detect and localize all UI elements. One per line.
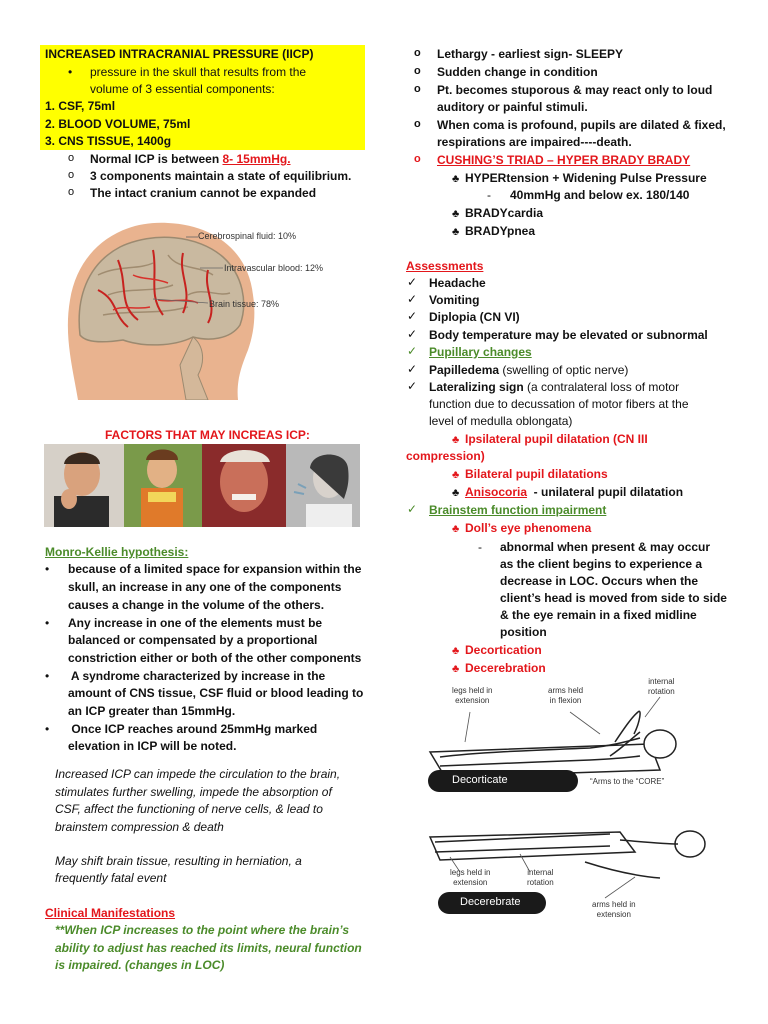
lateralizing-line-3: level of medulla oblongata) — [429, 414, 573, 428]
hypertension-text: HYPERtension + Widening Pulse Pressure — [465, 171, 707, 185]
decortication-text: Decortication — [465, 643, 542, 657]
clinical-line-3: is impaired. (changes in LOC) — [55, 958, 225, 972]
club-icon: ♣ — [452, 487, 460, 499]
italic-2-line-2: frequently fatal event — [55, 871, 167, 885]
label-arms-extension — [592, 900, 636, 920]
decerebrate-label: Decerebrate — [460, 896, 521, 908]
internal-rotation-2b: rotation — [527, 878, 554, 887]
check-icon: ✓ — [407, 275, 418, 289]
club-icon: ♣ — [452, 469, 460, 481]
italic-1-line-1: Increased ICP can impede the circulation to the brain, — [55, 767, 341, 781]
legs-ext-1b: extension — [455, 696, 490, 705]
papilledema-line — [429, 362, 628, 379]
lateralizing-line-1 — [429, 379, 679, 396]
lateralizing-desc: (a contralateral loss of motor — [523, 380, 680, 394]
monro-bullet-4-icon: • — [45, 722, 50, 736]
monro-3-line-1: A syndrome characterized by increase in the — [68, 669, 326, 683]
circle-bullet-icon: o — [68, 169, 75, 181]
label-legs-extension-2 — [450, 868, 490, 888]
club-icon: ♣ — [452, 173, 460, 185]
pupillary-changes: Pupillary changes — [429, 345, 532, 359]
monro-3-line-3: an ICP greater than 15mmHg. — [68, 704, 236, 718]
anisocoria-term: Anisocoria — [465, 485, 528, 499]
monro-1-line-3: causes a change in the volume of the others. — [68, 598, 325, 612]
factors-photo-strip — [44, 444, 360, 527]
assess-headache: Headache — [429, 276, 486, 290]
stuporous-line-2: auditory or painful stimuli. — [437, 100, 588, 114]
arms-flex-a: arms held — [548, 686, 584, 695]
circle-bullet-icon: o — [68, 152, 75, 164]
circle-bullet-icon: o — [414, 153, 421, 165]
page-title: INCREASED INTRACRANIAL PRESSURE (IICP) — [45, 47, 314, 61]
normal-icp-prefix: Normal ICP is between — [90, 152, 223, 166]
normal-icp-value: 8- 15mmHg. — [222, 152, 291, 166]
factors-title: FACTORS THAT MAY INCREAS ICP: — [105, 428, 310, 442]
arms-flex-b: in flexion — [549, 696, 582, 705]
monro-bullet-2-icon: • — [45, 616, 50, 630]
italic-1-line-2: stimulates further swelling, impede the absorption of — [55, 785, 332, 799]
lethargy-text: Lethargy - earliest sign- SLEEPY — [437, 47, 624, 61]
clinical-title: Clinical Manifestations — [45, 906, 176, 920]
circle-bullet-icon: o — [414, 47, 421, 59]
bradypnea-text: BRADYpnea — [465, 224, 536, 238]
ipsilateral-line-1: Ipsilateral pupil dilatation (CN III — [465, 432, 648, 446]
anisocoria-desc: - unilateral pupil dilatation — [527, 485, 684, 499]
monro-3-line-2: amount of CNS tissue, CSF fluid or blood leading to — [68, 686, 364, 700]
coma-line-2: respirations are impaired----death. — [437, 135, 632, 149]
check-icon: ✓ — [407, 344, 418, 358]
monro-4-line-1: Once ICP reaches around 25mmHg marked — [68, 722, 318, 736]
legs-ext-1a: legs held in — [452, 686, 493, 695]
internal-rotation-1a: internal — [648, 677, 675, 686]
monro-4-line-2: elevation in ICP will be noted. — [68, 739, 237, 753]
italic-1-line-3: CSF, affect the functioning of nerve cells, & lead to — [55, 802, 323, 816]
italic-1-line-4: brainstem compression & death — [55, 820, 224, 834]
circle-bullet-icon: o — [414, 83, 421, 95]
brain-label-blood: Intravascular blood: 12% — [224, 263, 324, 273]
assess-vomiting: Vomiting — [429, 293, 480, 307]
label-arms-flexion — [548, 686, 583, 706]
check-icon: ✓ — [407, 379, 418, 393]
label-internal-rotation-1 — [648, 677, 675, 697]
dolls-line-5: & the eye remain in a fixed midline — [500, 608, 697, 622]
arms-ext-b: extension — [596, 910, 631, 919]
club-icon: ♣ — [452, 663, 460, 675]
mmhg-text: 40mmHg and below ex. 180/140 — [510, 188, 690, 202]
check-icon: ✓ — [407, 362, 418, 376]
club-icon: ♣ — [452, 208, 460, 220]
dash-icon: - — [478, 540, 482, 554]
lateralizing-line-2: function due to decussation of motor fibers at the — [429, 397, 689, 411]
assessments-title: Assessments — [406, 259, 484, 273]
dolls-line-6: position — [500, 625, 547, 639]
ipsilateral-line-2: compression) — [406, 449, 485, 463]
dolls-line-3: decrease in LOC. Occurs when the — [500, 574, 699, 588]
circle-bullet-icon: o — [414, 65, 421, 77]
anisocoria-line — [465, 484, 683, 501]
circle-bullet-icon: o — [414, 118, 421, 130]
lateralizing-term: Lateralizing sign — [429, 380, 524, 394]
component-blood: 2. BLOOD VOLUME, 75ml — [45, 117, 191, 131]
monro-bullet-1-icon: • — [45, 562, 50, 576]
monro-1-line-1: because of a limited space for expansion within the — [68, 562, 362, 576]
definition-text — [90, 64, 306, 81]
check-icon: ✓ — [407, 502, 418, 516]
cushing-title: CUSHING’S TRIAD – HYPER BRADY BRADY — [437, 153, 691, 167]
brain-label-csf: Cerebrospinal fluid: 10% — [198, 231, 297, 241]
stuporous-line-1: Pt. becomes stuporous & may react only to loud — [437, 83, 713, 97]
club-icon: ♣ — [452, 226, 460, 238]
core-label: “Arms to the “CORE” — [590, 777, 665, 786]
label-legs-extension-1 — [452, 686, 492, 706]
assess-diplopia: Diplopia (CN VI) — [429, 310, 520, 324]
decerebration-text: Decerebration — [465, 661, 546, 675]
check-icon: ✓ — [407, 309, 418, 323]
arms-ext-a: arms held in — [592, 900, 636, 909]
monro-title: Monro-Kellie hypothesis: — [45, 545, 189, 559]
definition-line-2: volume of 3 essential components: — [90, 82, 275, 96]
dolls-line-2: as the client begins to experience a — [500, 557, 703, 571]
decorticate-label: Decorticate — [452, 774, 508, 786]
dolls-line-4: client’s head is moved from side to side — [500, 591, 727, 605]
monro-1-line-2: skull, an increase in any one of the components — [68, 580, 342, 594]
dash-icon: - — [487, 188, 491, 202]
check-icon: ✓ — [407, 327, 418, 341]
club-icon: ♣ — [452, 645, 460, 657]
bilateral-text: Bilateral pupil dilatations — [465, 467, 608, 481]
coma-line-1: When coma is profound, pupils are dilated & fixed, — [437, 118, 726, 132]
dolls-line-1: abnormal when present & may occur — [500, 540, 711, 554]
sudden-text: Sudden change in condition — [437, 65, 598, 79]
italic-2-line-1: May shift brain tissue, resulting in herniation, a — [55, 854, 302, 868]
papilledema-term: Papilledema — [429, 363, 500, 377]
monro-2-line-1: Any increase in one of the elements must be — [68, 616, 323, 630]
internal-rotation-1b: rotation — [648, 687, 675, 696]
monro-bullet-3-icon: • — [45, 669, 50, 683]
cranium-text: The intact cranium cannot be expanded — [90, 186, 317, 200]
club-icon: ♣ — [452, 434, 460, 446]
assess-temperature: Body temperature may be elevated or subnormal — [429, 328, 708, 342]
legs-ext-2b: extension — [453, 878, 488, 887]
normal-icp — [90, 151, 291, 168]
monro-2-line-2: balanced or compensated by a proportional — [68, 633, 318, 647]
papilledema-desc: (swelling of optic nerve) — [499, 363, 629, 377]
equilibrium-text: 3 components maintain a state of equilibrium. — [90, 169, 352, 183]
monro-2-line-3: constriction either or both of the other components — [68, 651, 362, 665]
dolls-eye-title: Doll’s eye phenomena — [465, 521, 592, 535]
definition-line-1: pressure in the skull that results from the — [90, 65, 307, 79]
legs-ext-2a: legs held in — [450, 868, 491, 877]
check-icon: ✓ — [407, 292, 418, 306]
club-icon: ♣ — [452, 523, 460, 535]
brain-label-tissue: Brain tissue: 78% — [209, 299, 280, 309]
circle-bullet-icon: o — [68, 186, 75, 198]
label-internal-rotation-2 — [527, 868, 554, 888]
component-tissue: 3. CNS TISSUE, 1400g — [45, 134, 172, 148]
brainstem-title: Brainstem function impairment — [429, 503, 607, 517]
internal-rotation-2a: internal — [527, 868, 554, 877]
bradycardia-text: BRADYcardia — [465, 206, 544, 220]
clinical-line-1: **When ICP increases to the point where the brain’s — [55, 923, 350, 937]
clinical-line-2: ability to adjust has reached its limits, neural function — [55, 941, 362, 955]
component-csf: 1. CSF, 75ml — [45, 99, 116, 113]
